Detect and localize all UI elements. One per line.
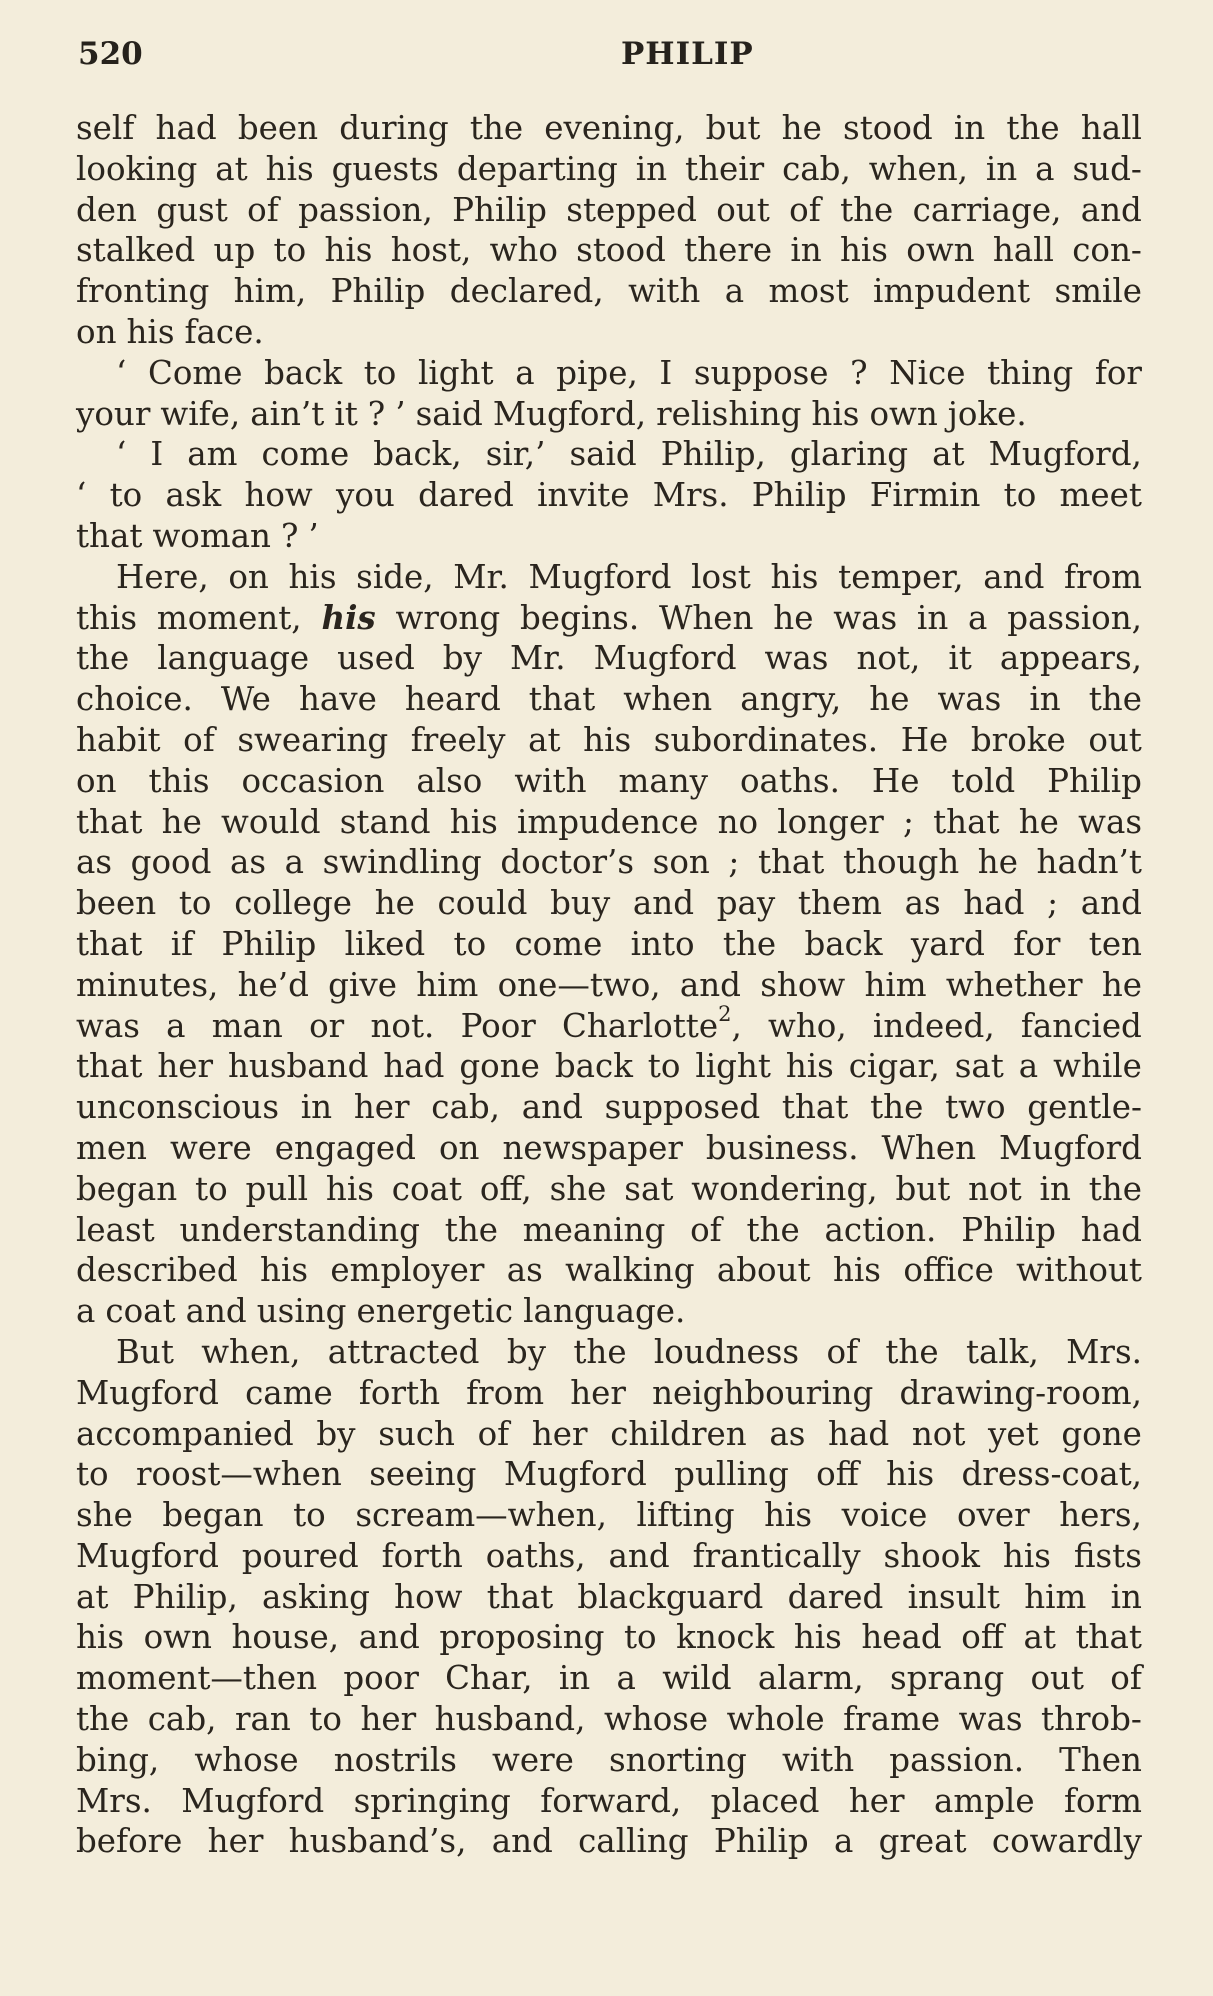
- text-line: Mugford came forth from her neighbouring drawing-room,: [76, 1373, 1142, 1412]
- text-line: But when, attracted by the loudness of the talk, Mrs.: [116, 1332, 1142, 1371]
- page-number: 520: [78, 36, 143, 72]
- text-line: Here, on his side, Mr. Mugford lost his temper, and from: [116, 557, 1142, 596]
- text-line: as good as a swindling doctor’s son ; that though he hadn’t: [76, 843, 1142, 882]
- text-line: Mugford poured forth oaths, and frantically shook his fists: [76, 1536, 1142, 1575]
- text-line: unconscious in her cab, and supposed that the two gentle-: [76, 1088, 1142, 1127]
- text-line: self had been during the evening, but he stood in the hall: [76, 109, 1142, 147]
- text-line: men were engaged on newspaper business. When Mugford: [76, 1128, 1142, 1167]
- text-line: that her husband had gone back to light his cigar, sat a while: [76, 1047, 1142, 1086]
- text-line: ‘ I am come back, sir,’ said Philip, glaring at Mugford,: [116, 435, 1142, 474]
- text-line: bing, whose nostrils were snorting with passion. Then: [76, 1740, 1142, 1779]
- footnote-marker: 2: [718, 1001, 732, 1026]
- text-line: minutes, he’d give him one—two, and show him whether he: [76, 965, 1142, 1004]
- text-line: on this occasion also with many oaths. He told Philip: [76, 761, 1142, 800]
- body-text: [76, 108, 1142, 1862]
- text-line: moment—then poor Char, in a wild alarm, sprang out of: [76, 1659, 1142, 1698]
- text-line: she began to scream—when, lifting his voice over hers,: [76, 1496, 1142, 1535]
- text-line: the cab, ran to her husband, whose whole frame was throb-: [76, 1700, 1142, 1739]
- text-line: fronting him, Philip declared, with a most impudent smile: [76, 272, 1142, 311]
- text-line: to roost—when seeing Mugford pulling off his dress-coat,: [76, 1455, 1142, 1494]
- text-line: was a man or not. Poor Charlotte$^2$, who, indeed, fancied: [76, 1001, 1142, 1045]
- text-line: stalked up to his host, who stood there in his own hall con-: [76, 231, 1142, 270]
- text-line: described his employer as walking about his office without: [76, 1251, 1142, 1290]
- text-line: been to college he could buy and pay them as had ; and: [76, 884, 1142, 923]
- text-line: looking at his guests departing in their cab, when, in a sud-: [76, 149, 1142, 188]
- text-line: this moment, his wrong begins. When he was in a passion,: [76, 597, 1142, 637]
- text-line: your wife, ain’t it ? ’ said Mugford, relishing his own joke.: [76, 394, 1027, 433]
- text-line: a coat and using energetic language.: [76, 1292, 686, 1331]
- text-line: choice. We have heard that when angry, he was in the: [76, 680, 1142, 719]
- text-line: accompanied by such of her children as had not yet gone: [76, 1414, 1142, 1453]
- text-line: on his face.: [76, 312, 264, 351]
- text-line: that he would stand his impudence no longer ; that he was: [76, 802, 1142, 841]
- text-line: Mrs. Mugford springing forward, placed her ample form: [76, 1781, 1142, 1820]
- text-line: the language used by Mr. Mugford was not, it appears,: [76, 639, 1142, 678]
- text-line: at Philip, asking how that blackguard dared insult him in: [76, 1577, 1142, 1616]
- running-head: [78, 32, 1140, 76]
- text-line: den gust of passion, Philip stepped out of the carriage, and: [76, 190, 1142, 229]
- text-line: began to pull his coat off, she sat wondering, but not in the: [76, 1169, 1142, 1208]
- text-line: ‘ to ask how you dared invite Mrs. Philip Firmin to meet: [76, 476, 1142, 515]
- text-line: his own house, and proposing to knock his head off at that: [76, 1618, 1142, 1657]
- running-title: PHILIP: [621, 36, 754, 72]
- text-line: that woman ? ’: [76, 516, 319, 555]
- text-line: before her husband’s, and calling Philip a great cowardly: [76, 1822, 1142, 1861]
- text-line: ‘ Come back to light a pipe, I suppose ? Nice thing for: [116, 353, 1142, 392]
- text-line: that if Philip liked to come into the back yard for ten: [76, 924, 1142, 963]
- text-line: least understanding the meaning of the action. Philip had: [76, 1210, 1142, 1249]
- text-line: habit of swearing freely at his subordinates. He broke out: [76, 720, 1142, 759]
